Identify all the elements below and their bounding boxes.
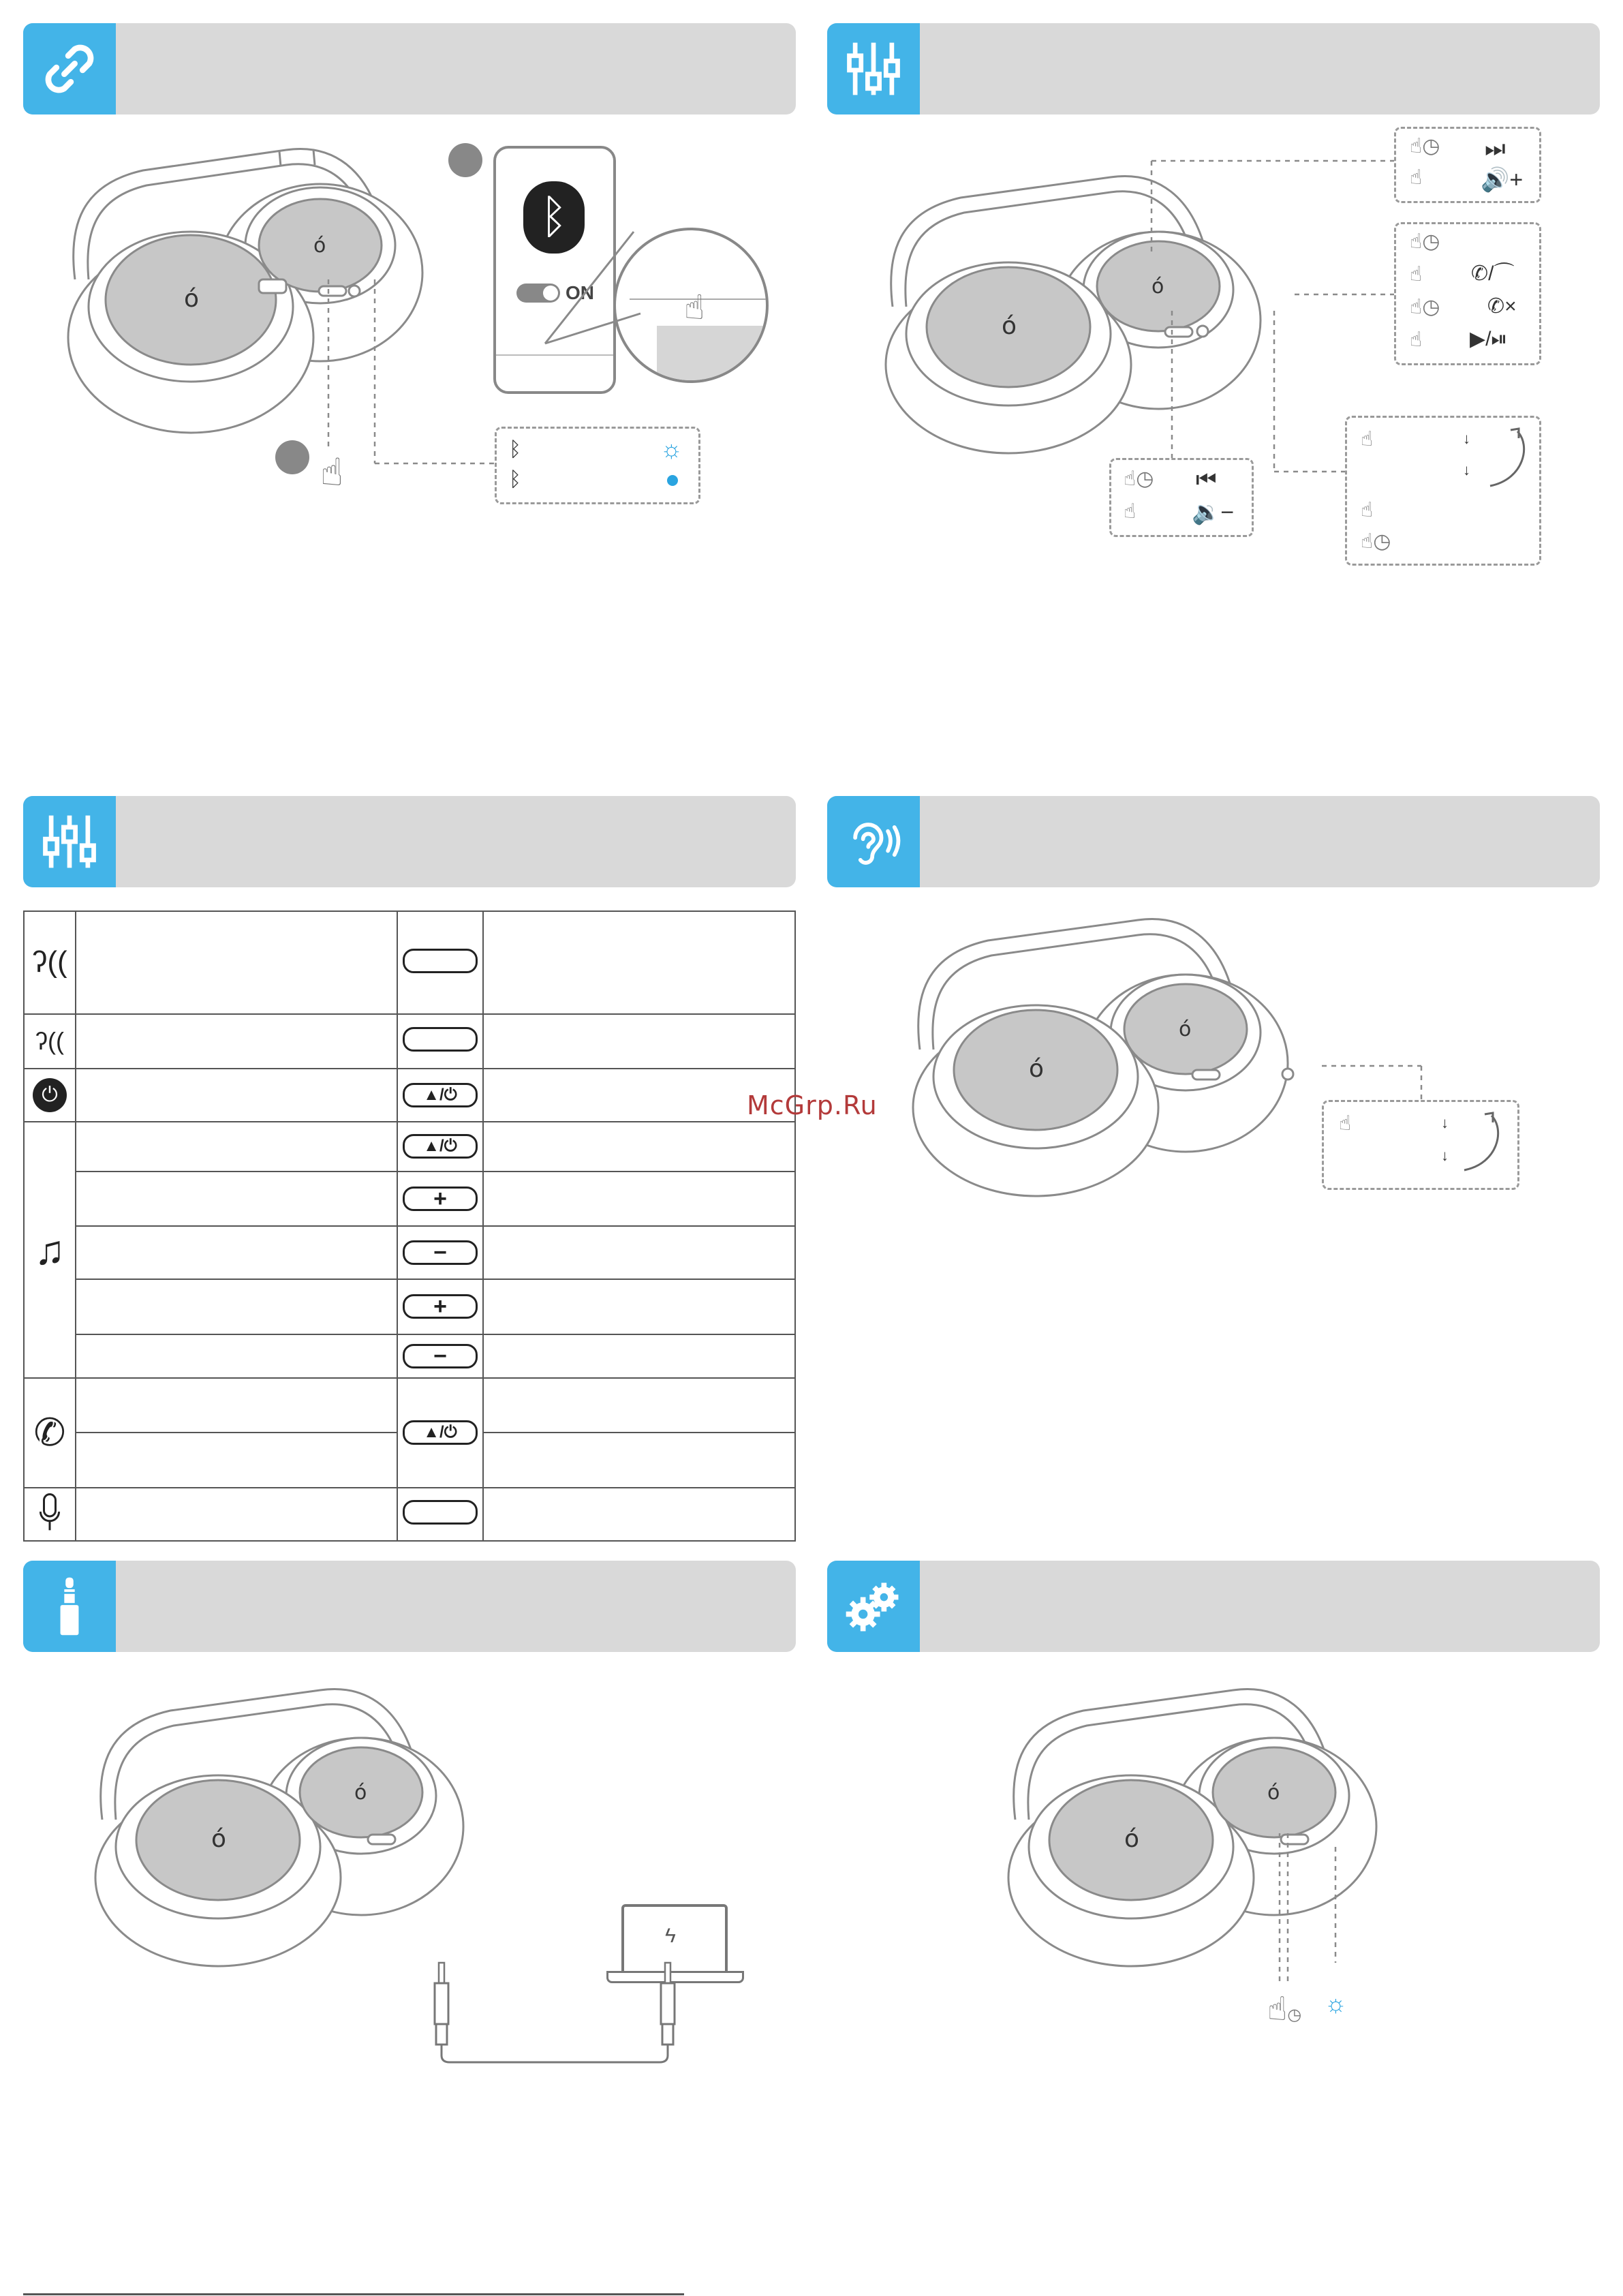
- phone-icon: ✆: [24, 1378, 76, 1488]
- svg-text:ó: ó: [354, 1781, 367, 1805]
- footer-rule: [23, 2293, 684, 2295]
- led-solid-icon: [667, 475, 678, 486]
- tap-icon: ☝: [1361, 428, 1374, 450]
- tap-hold-icon: ☝◷: [1410, 135, 1440, 157]
- table-cell-result: [483, 1122, 795, 1171]
- power-icon: ⏻: [24, 1069, 76, 1122]
- svg-text:ó: ó: [313, 234, 326, 258]
- next-track-icon: ⏭: [1485, 136, 1506, 162]
- table-cell-description: [76, 1172, 397, 1226]
- plus-button-icon: +: [403, 1294, 478, 1319]
- table-cell-description: [76, 1069, 397, 1122]
- answer-end-call-icon: ✆/⌒: [1471, 262, 1515, 285]
- leader-lines: [1273, 1833, 1355, 1990]
- table-cell-button: [397, 1334, 483, 1378]
- table-cell-description: [76, 1122, 397, 1171]
- tap-icon: ☝: [1361, 499, 1374, 521]
- press-hold-hand-icon: ☝◷: [1267, 1991, 1302, 2027]
- table-cell-button: [397, 1122, 483, 1171]
- bluetooth-icon: ᛒ: [509, 468, 521, 491]
- play-power-button-icon: ▲/⏻: [403, 1420, 478, 1445]
- audio-jack-icon: [23, 1561, 116, 1652]
- table-cell-description: [76, 1433, 397, 1487]
- step-badge: [448, 143, 482, 177]
- controls-box-middle: [1394, 222, 1541, 365]
- play-power-button-icon: ▲/⏻: [403, 1134, 478, 1159]
- bluetooth-icon: ᛒ: [523, 181, 585, 254]
- minus-button-icon: −: [403, 1344, 478, 1368]
- toggle-on-label: ON: [566, 282, 594, 303]
- header-table-section: [23, 796, 796, 887]
- svg-text:ó: ó: [1124, 1825, 1140, 1853]
- previous-track-icon: ⏮: [1196, 467, 1217, 493]
- table-cell-button: [397, 1069, 483, 1122]
- tap-hold-icon: ☝◷: [1410, 296, 1440, 318]
- controls-table: [23, 910, 796, 1542]
- charging-bolt-icon: ϟ: [665, 1925, 676, 1947]
- tap-hold-icon: ☝◷: [1410, 230, 1440, 253]
- blank-button-icon: [403, 1500, 478, 1525]
- header-aux: [23, 1561, 796, 1652]
- svg-text:ó: ó: [184, 285, 200, 313]
- blank-button-icon: [403, 1027, 478, 1052]
- leader-lines: [1322, 1063, 1424, 1104]
- zoom-connector: [545, 225, 640, 348]
- tap-hand-icon: ☝: [684, 288, 705, 326]
- arrow-down-icon: ↓: [1441, 1114, 1449, 1131]
- led-blinking-icon: ☼: [1325, 1989, 1347, 2017]
- table-cell-result: [483, 1226, 795, 1279]
- table-cell-button: [397, 1279, 483, 1334]
- aux-cable: [429, 1956, 681, 2065]
- svg-text:ó: ó: [1267, 1781, 1280, 1805]
- plus-button-icon: +: [403, 1187, 478, 1211]
- svg-text:ó: ó: [1151, 275, 1164, 299]
- cycle-arrow-icon: [1483, 425, 1538, 493]
- table-cell-result: [483, 1279, 795, 1334]
- tap-hold-icon: ☝◷: [1361, 530, 1391, 553]
- table-cell-button: [397, 911, 483, 1014]
- play-pause-icon: ▶/⏯: [1470, 328, 1508, 350]
- play-power-button-icon: ▲/⏻: [403, 1083, 478, 1107]
- arrow-down-icon: ↓: [1463, 461, 1470, 478]
- controls-box-top: [1394, 127, 1541, 203]
- table-cell-result: [483, 1334, 795, 1378]
- ambient-box: [1322, 1100, 1519, 1190]
- svg-text:ó: ó: [211, 1825, 227, 1853]
- ear-sound-icon: [827, 796, 920, 887]
- tap-hold-icon: ☝◷: [1124, 468, 1154, 490]
- table-cell-result: [483, 1433, 795, 1487]
- table-cell-description: [76, 1226, 397, 1279]
- table-cell-button: [397, 1014, 483, 1069]
- table-cell-button: [397, 1226, 483, 1279]
- ear-sound-icon: ʔ((: [24, 911, 76, 1014]
- cycle-arrow-icon: [1457, 1109, 1512, 1177]
- table-cell-result: [483, 1014, 795, 1069]
- table-cell-description: [76, 1488, 397, 1541]
- controls-box-bottom-right: [1345, 416, 1541, 566]
- minus-button-icon: −: [403, 1240, 478, 1265]
- watermark: McGrp.Ru: [747, 1090, 878, 1120]
- equalizer-icon: [23, 796, 116, 887]
- table-cell-result: [483, 911, 795, 1014]
- link-icon: [23, 23, 116, 114]
- microphone-icon: [24, 1488, 76, 1541]
- led-blinking-icon: ☼: [660, 435, 683, 463]
- pairing-status-box: [495, 427, 700, 504]
- tap-icon: ☝: [1339, 1112, 1352, 1135]
- press-hand-icon: ☝: [320, 450, 344, 493]
- tap-icon: ☝: [1410, 263, 1423, 286]
- svg-text:ó: ó: [1179, 1017, 1192, 1041]
- ear-sound-icon: ʔ((: [24, 1014, 76, 1069]
- header-ambient: [827, 796, 1600, 887]
- headphones-illustration-ambient: [906, 913, 1342, 1199]
- leader-lines: [320, 279, 497, 470]
- table-cell-description: [76, 911, 397, 1014]
- table-cell-result: [483, 1378, 795, 1433]
- svg-text:ó: ó: [1002, 312, 1017, 340]
- table-cell-button: [397, 1378, 483, 1488]
- table-cell-description: [76, 1334, 397, 1378]
- arrow-down-icon: ↓: [1463, 430, 1470, 447]
- tap-icon: ☝: [1410, 328, 1423, 351]
- controls-box-bottom-left: [1109, 458, 1254, 537]
- step-badge: [275, 440, 309, 474]
- headphones-illustration-aux: [89, 1683, 497, 1970]
- table-cell-description: [76, 1378, 397, 1433]
- arrow-down-icon: ↓: [1441, 1147, 1449, 1164]
- table-cell-description: [76, 1279, 397, 1334]
- tap-icon: ☝: [1410, 166, 1423, 189]
- header-reset: [827, 1561, 1600, 1652]
- table-cell-result: [483, 1172, 795, 1226]
- gears-icon: [827, 1561, 920, 1652]
- equalizer-icon: [827, 23, 920, 114]
- table-cell-result: [483, 1488, 795, 1541]
- table-cell-button: [397, 1488, 483, 1541]
- svg-text:ó: ó: [1029, 1055, 1045, 1083]
- bluetooth-icon: ᛒ: [509, 438, 521, 461]
- volume-up-icon: 🔊+: [1481, 167, 1524, 193]
- header-controls: [827, 23, 1600, 114]
- volume-down-icon: 🔉−: [1192, 500, 1235, 525]
- music-note-icon: ♫: [24, 1122, 76, 1378]
- table-cell-button: [397, 1172, 483, 1226]
- blank-button-icon: [403, 949, 478, 973]
- header-pairing: [23, 23, 796, 114]
- table-cell-description: [76, 1014, 397, 1069]
- tap-icon: ☝: [1124, 500, 1137, 523]
- reject-call-icon: ✆×: [1487, 295, 1517, 318]
